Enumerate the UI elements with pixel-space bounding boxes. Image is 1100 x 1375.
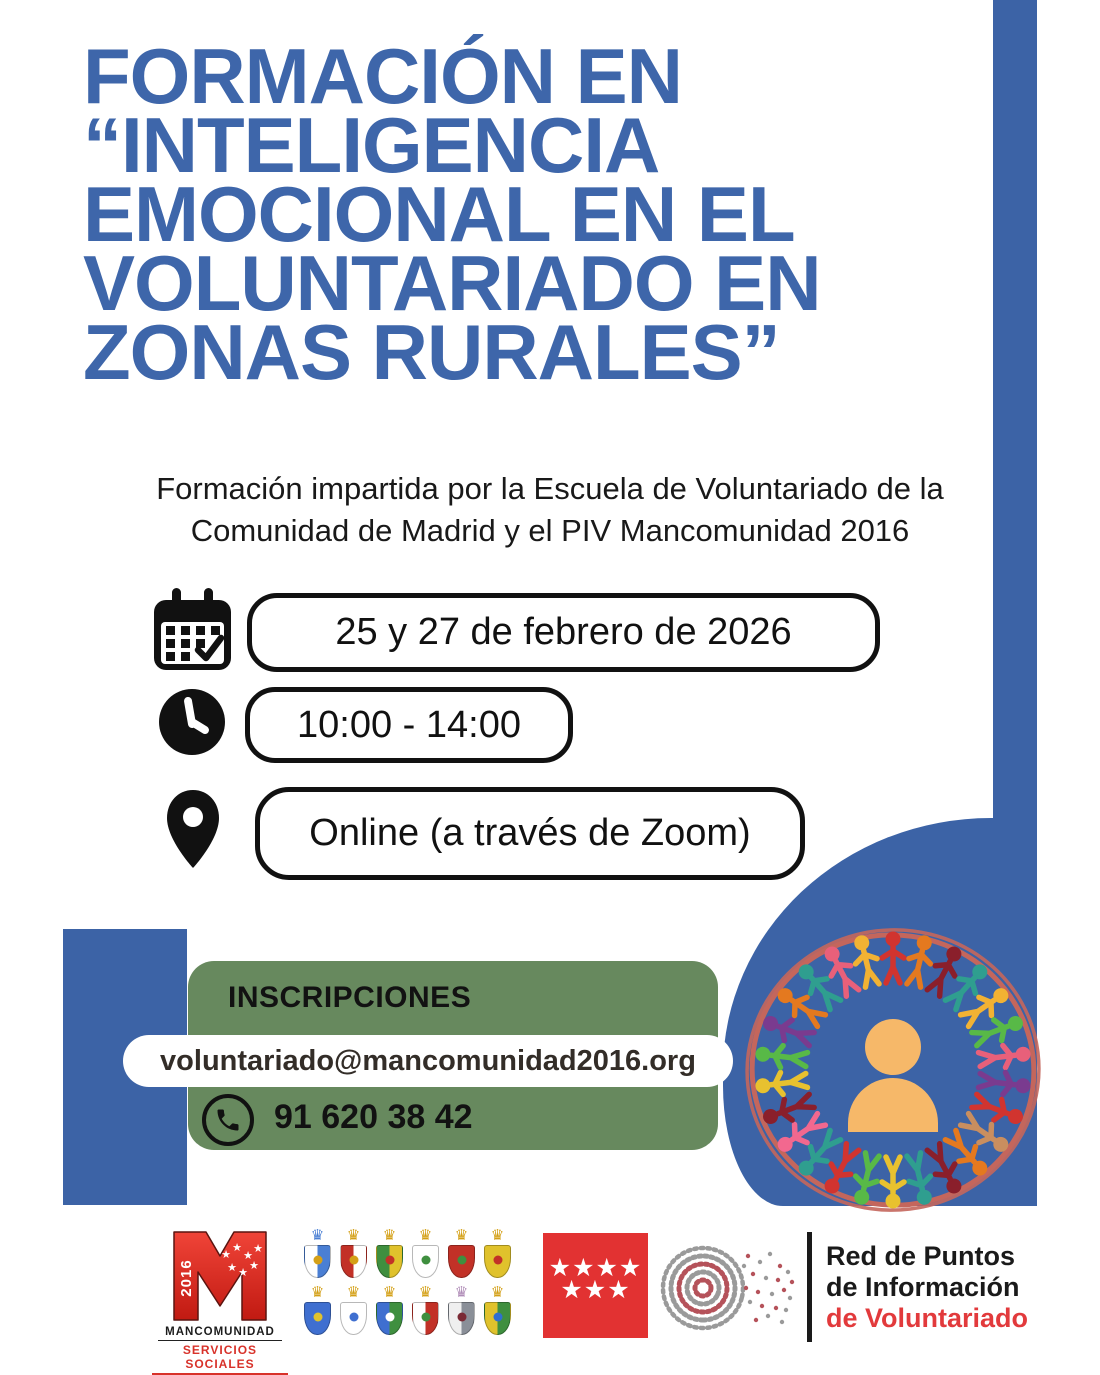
title-line: VOLUNTARIADO EN <box>83 239 821 327</box>
town-coat-of-arms <box>374 1233 405 1280</box>
town-coat-of-arms <box>482 1290 513 1337</box>
date-pill <box>247 593 880 672</box>
town-coat-of-arms <box>302 1290 333 1337</box>
svg-text:★: ★ <box>221 1249 231 1261</box>
svg-text:★: ★ <box>249 1260 259 1272</box>
phone-icon <box>202 1094 254 1146</box>
location-label: Online (a través de Zoom) <box>309 812 751 854</box>
spiral-logo <box>648 1236 798 1341</box>
comunidad-madrid-flag <box>543 1233 648 1338</box>
email-text: voluntariado@mancomunidad2016.org <box>160 1044 696 1077</box>
mancomunidad-tagline: SERVICIOS SOCIALES <box>152 1343 288 1375</box>
email-pill <box>123 1035 733 1087</box>
flag-stars-row-1: ★★★★ <box>548 1254 643 1282</box>
town-coat-of-arms <box>446 1290 477 1337</box>
town-coat-of-arms <box>338 1233 369 1280</box>
inscriptions-heading: INSCRIPCIONES <box>228 981 472 1014</box>
mancomunidad-logo <box>164 1226 276 1326</box>
time-label: 10:00 - 14:00 <box>297 703 521 746</box>
footer-divider <box>807 1232 812 1342</box>
network-line: de Voluntariado <box>826 1303 1029 1333</box>
town-coats-of-arms <box>302 1233 513 1337</box>
town-coat-of-arms <box>410 1233 441 1280</box>
title-line: EMOCIONAL EN EL <box>83 170 795 258</box>
phone-number: 91 620 38 42 <box>274 1098 473 1136</box>
subtitle-line: Comunidad de Madrid y el PIV Mancomunidad 2016 <box>190 513 910 548</box>
title-line: ZONAS RURALES” <box>83 308 780 396</box>
town-coat-of-arms <box>410 1290 441 1337</box>
flag-stars-row-2: ★★★ <box>560 1276 631 1304</box>
town-coat-of-arms <box>482 1233 513 1280</box>
town-coat-of-arms <box>446 1233 477 1280</box>
poster-title <box>83 32 1003 396</box>
calendar-icon <box>152 588 233 675</box>
spiral-scatter-dots <box>742 1252 794 1324</box>
svg-text:★: ★ <box>227 1262 237 1274</box>
people-circle-illustration <box>743 920 1043 1220</box>
time-pill <box>245 687 573 763</box>
volunteer-network-wordmark <box>826 1241 1028 1334</box>
date-label: 25 y 27 de febrero de 2026 <box>335 611 792 653</box>
town-coat-of-arms <box>338 1290 369 1337</box>
svg-text:★: ★ <box>243 1250 253 1262</box>
svg-text:★: ★ <box>232 1242 242 1254</box>
network-line: Red de Puntos <box>826 1241 1016 1271</box>
location-pin-icon <box>165 783 221 882</box>
subtitle-line: Formación impartida por la Escuela de Voluntariado de la <box>156 471 944 506</box>
clock-icon <box>157 687 227 762</box>
svg-text:★: ★ <box>238 1267 248 1279</box>
town-coat-of-arms <box>374 1290 405 1337</box>
poster-subtitle <box>0 468 1100 552</box>
title-line: “INTELIGENCIA <box>83 101 660 189</box>
svg-text:★: ★ <box>253 1243 263 1255</box>
town-coat-of-arms <box>302 1233 333 1280</box>
title-line: FORMACIÓN EN <box>83 32 682 120</box>
network-line: de Información <box>826 1272 1020 1302</box>
mancomunidad-name: MANCOMUNIDAD <box>158 1326 282 1341</box>
person-icon <box>848 1019 938 1132</box>
mancomunidad-year: 2016 <box>178 1259 195 1297</box>
location-pill <box>255 787 805 880</box>
